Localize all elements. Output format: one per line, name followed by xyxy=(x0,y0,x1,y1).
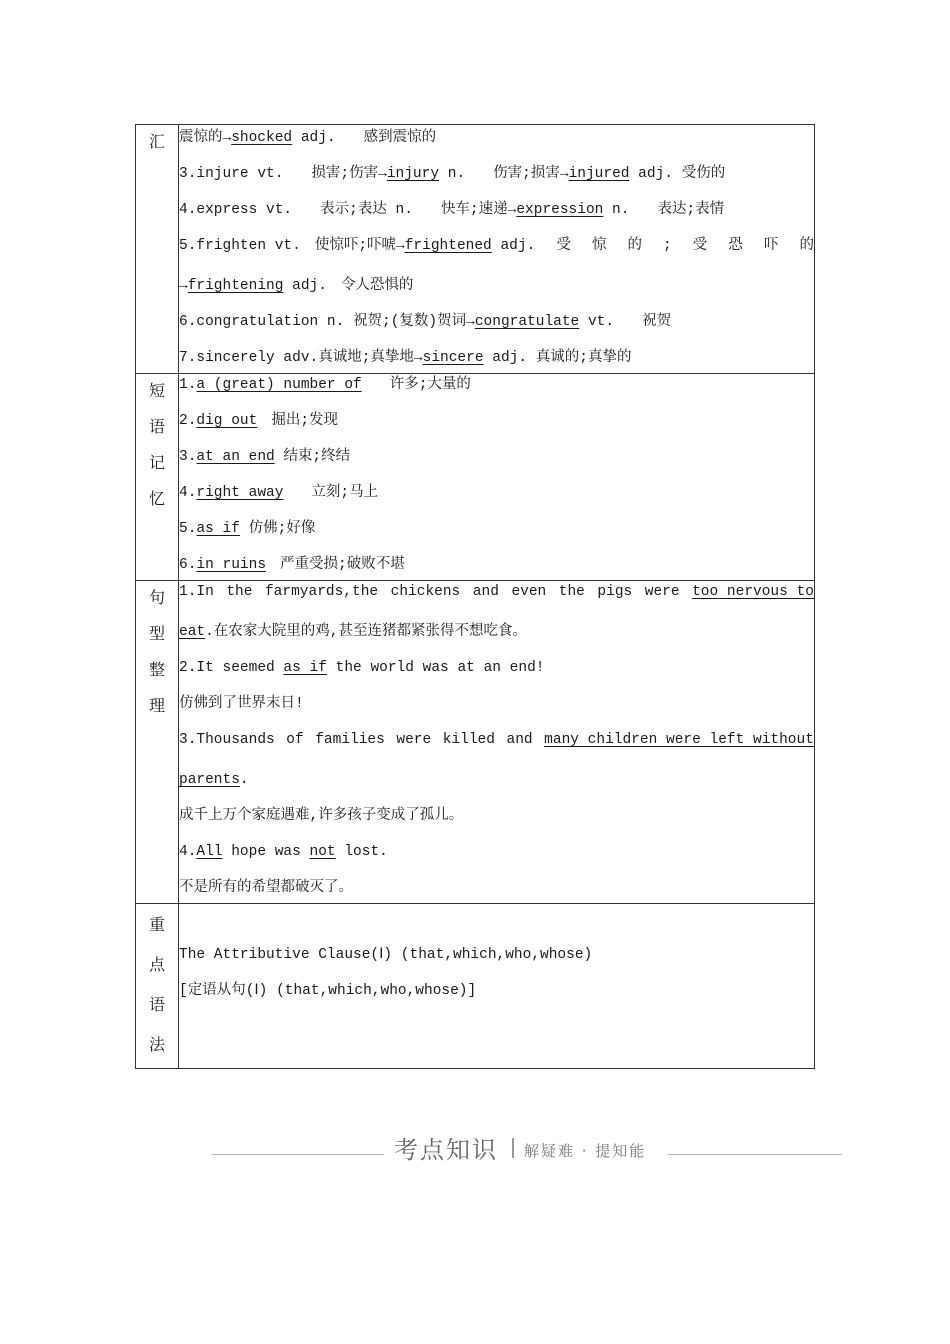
phrase-answer: in ruins xyxy=(196,557,267,573)
vocab-line-6 xyxy=(179,311,814,333)
text xyxy=(179,235,535,257)
vocab-line-3 xyxy=(179,163,814,185)
answer-sincere: sincere xyxy=(422,350,484,366)
phrase-item xyxy=(179,374,814,396)
grammar-content xyxy=(179,904,815,1069)
text: adj. xyxy=(292,130,336,146)
text: pigs xyxy=(597,584,633,600)
phrase-meaning: 许多;大量的 xyxy=(389,377,471,393)
translation: 成千上万个家庭遇难,许多孩子变成了孤儿。 xyxy=(179,808,464,824)
label-char: 点 xyxy=(148,957,165,974)
phrase-answer: right away xyxy=(196,485,284,501)
text: 7.sincerely adv.真诚地;真挚地→ xyxy=(179,350,423,366)
phrase-answer: at an end xyxy=(196,449,275,465)
sentence-3-line-1 xyxy=(179,729,814,751)
banner-rule-right xyxy=(668,1154,842,1155)
sentence-answer: too nervous to xyxy=(692,584,814,600)
section-banner xyxy=(212,1130,842,1170)
phrase-meaning: 仿佛;好像 xyxy=(248,521,316,537)
phrase-item xyxy=(179,410,814,432)
sentences-label xyxy=(136,581,179,904)
sentence-3-translation xyxy=(179,805,814,827)
text: the world was at an end! xyxy=(326,660,545,676)
vocab-line-7 xyxy=(179,347,814,369)
text: 恐 xyxy=(728,238,743,254)
text: 使惊吓;吓唬→ xyxy=(314,238,405,254)
text: families xyxy=(315,732,385,748)
text: 2.It seemed xyxy=(179,660,284,676)
text: 惊 xyxy=(591,238,607,254)
text: 4. xyxy=(179,844,197,860)
phrase-item xyxy=(179,518,814,540)
text: 受 xyxy=(692,238,708,254)
text: 5.frighten vt. xyxy=(179,238,301,254)
grammar-label xyxy=(136,904,179,1069)
text: 表达;表情 xyxy=(657,202,725,218)
label-char: 忆 xyxy=(148,491,165,508)
item-number: 4. xyxy=(179,485,197,501)
text: 感到震惊的 xyxy=(363,130,437,146)
label-char: 语 xyxy=(148,997,165,1014)
text: even xyxy=(511,584,547,600)
phrase-item xyxy=(179,554,814,576)
text: lost. xyxy=(335,844,388,860)
vocab-line-5b xyxy=(179,275,814,297)
knowledge-table xyxy=(135,124,815,1069)
text: 吓 xyxy=(763,238,779,254)
phrase-answer: a (great) number of xyxy=(196,377,362,393)
phrase-meaning: 立刻;马上 xyxy=(311,485,379,501)
item-number: 2. xyxy=(179,413,197,429)
text: of xyxy=(286,732,304,748)
text: chickens xyxy=(390,584,461,600)
banner-subtitle: 解疑难 · 提知能 xyxy=(524,1142,647,1160)
grammar-line-2: [定语从句(Ⅰ) (that,which,who,whose)] xyxy=(179,983,477,999)
phrase-meaning: 掘出;发现 xyxy=(271,413,339,429)
answer-shocked: shocked xyxy=(231,130,293,146)
label-char: 型 xyxy=(148,626,165,643)
text: and xyxy=(472,584,499,600)
phrase-item xyxy=(179,446,814,468)
item-number: 5. xyxy=(179,521,197,537)
vocab-line-5 xyxy=(179,235,814,257)
label-char: 理 xyxy=(148,698,165,715)
label-char: 句 xyxy=(148,590,165,607)
sentences-content xyxy=(179,581,815,904)
text: farmyards,the xyxy=(264,584,379,600)
text: 祝贺 xyxy=(642,314,672,330)
text: 的 xyxy=(627,238,642,254)
text: 6.congratulation n. 祝贺;(复数)贺词→ xyxy=(179,314,475,330)
phrase-answer: dig out xyxy=(196,413,258,429)
answer-expression: expression xyxy=(516,202,604,218)
text: adj. xyxy=(491,238,536,254)
phrase-meaning: 严重受损;破败不堪 xyxy=(280,557,405,573)
sentence-answer: eat xyxy=(179,624,206,640)
item-number: 1. xyxy=(179,377,197,393)
text: killed xyxy=(442,732,495,748)
phrase-item xyxy=(179,482,814,504)
label-char: 语 xyxy=(148,419,165,436)
sentence-answer: many children were left without xyxy=(544,732,814,748)
text: vt. xyxy=(579,314,615,330)
vocab-label xyxy=(136,125,179,374)
text: adj. 受伤的 xyxy=(629,166,726,182)
vocab-line-4 xyxy=(179,199,814,221)
phrase-answer: as if xyxy=(196,521,240,537)
text: ; xyxy=(663,238,672,254)
phrases-label xyxy=(136,374,179,581)
text: the xyxy=(226,584,253,600)
text: 快车;速递→ xyxy=(440,202,517,218)
translation: .在农家大院里的鸡,甚至连猪都紧张得不想吃食。 xyxy=(205,624,528,640)
label-char: 整 xyxy=(148,662,165,679)
text: 令人恐惧的 xyxy=(340,278,414,294)
vocab-label-char: 汇 xyxy=(148,134,165,151)
text: were xyxy=(396,732,432,748)
vocab-line-shocked xyxy=(179,127,814,149)
label-char: 记 xyxy=(148,455,165,472)
text: n. xyxy=(439,166,466,182)
text: 受 xyxy=(556,238,571,254)
grammar-row xyxy=(136,904,815,1069)
text: 1.In xyxy=(179,584,214,600)
phrases-content xyxy=(179,374,815,581)
answer-frightening: frightening xyxy=(187,278,284,294)
item-number: 3. xyxy=(179,449,197,465)
answer-injured: injured xyxy=(568,166,630,182)
text: hope was xyxy=(222,844,310,860)
text: were xyxy=(644,584,680,600)
label-char: 短 xyxy=(148,383,165,400)
text: the xyxy=(558,584,585,600)
answer-congratulate: congratulate xyxy=(474,314,580,330)
text: adj. 真诚的;真挚的 xyxy=(483,350,632,366)
sentence-answer: as if xyxy=(283,660,327,676)
banner-rule-left xyxy=(212,1154,384,1155)
text: 的 xyxy=(799,238,814,254)
text: 震惊的→ xyxy=(179,130,232,146)
sentence-answer: not xyxy=(309,844,336,860)
sentence-3-line-2 xyxy=(179,769,814,791)
sentence-2-translation xyxy=(179,693,814,715)
sentences-row xyxy=(136,581,815,904)
translation: 仿佛到了世界末日! xyxy=(179,696,304,712)
sentence-4-translation xyxy=(179,877,814,899)
phrase-meaning: 结束;终结 xyxy=(283,449,351,465)
label-char: 法 xyxy=(148,1037,165,1054)
text: 3.Thousands xyxy=(179,732,275,748)
label-char: 重 xyxy=(148,917,165,934)
text: . xyxy=(239,772,249,788)
text: n. xyxy=(603,202,630,218)
vocab-content xyxy=(179,125,815,374)
vocab-row xyxy=(136,125,815,374)
sentence-answer: parents xyxy=(179,772,240,788)
text: → xyxy=(179,278,188,294)
text: 4.express vt. xyxy=(179,202,293,218)
text: 伤害;损害→ xyxy=(493,166,569,182)
sentence-answer: All xyxy=(196,844,223,860)
banner-title: 考点知识 xyxy=(394,1136,498,1164)
text: and xyxy=(506,732,533,748)
phrases-row xyxy=(136,374,815,581)
item-number: 6. xyxy=(179,557,197,573)
text: 3.injure vt. xyxy=(179,166,284,182)
sentence-1-line-1 xyxy=(179,581,814,603)
banner-separator xyxy=(512,1138,514,1158)
sentence-2 xyxy=(179,657,814,679)
grammar-line-1: The Attributive Clause(Ⅰ) (that,which,who,whose) xyxy=(179,947,593,963)
sentence-4 xyxy=(179,841,814,863)
text: 表示;表达 n. xyxy=(320,202,413,218)
text: adj. xyxy=(283,278,327,294)
answer-frightened: frightened xyxy=(404,238,492,254)
sentence-1-line-2 xyxy=(179,621,814,643)
answer-injury: injury xyxy=(386,166,440,182)
text: 损害;伤害→ xyxy=(311,166,387,182)
translation: 不是所有的希望都破灭了。 xyxy=(179,880,353,896)
